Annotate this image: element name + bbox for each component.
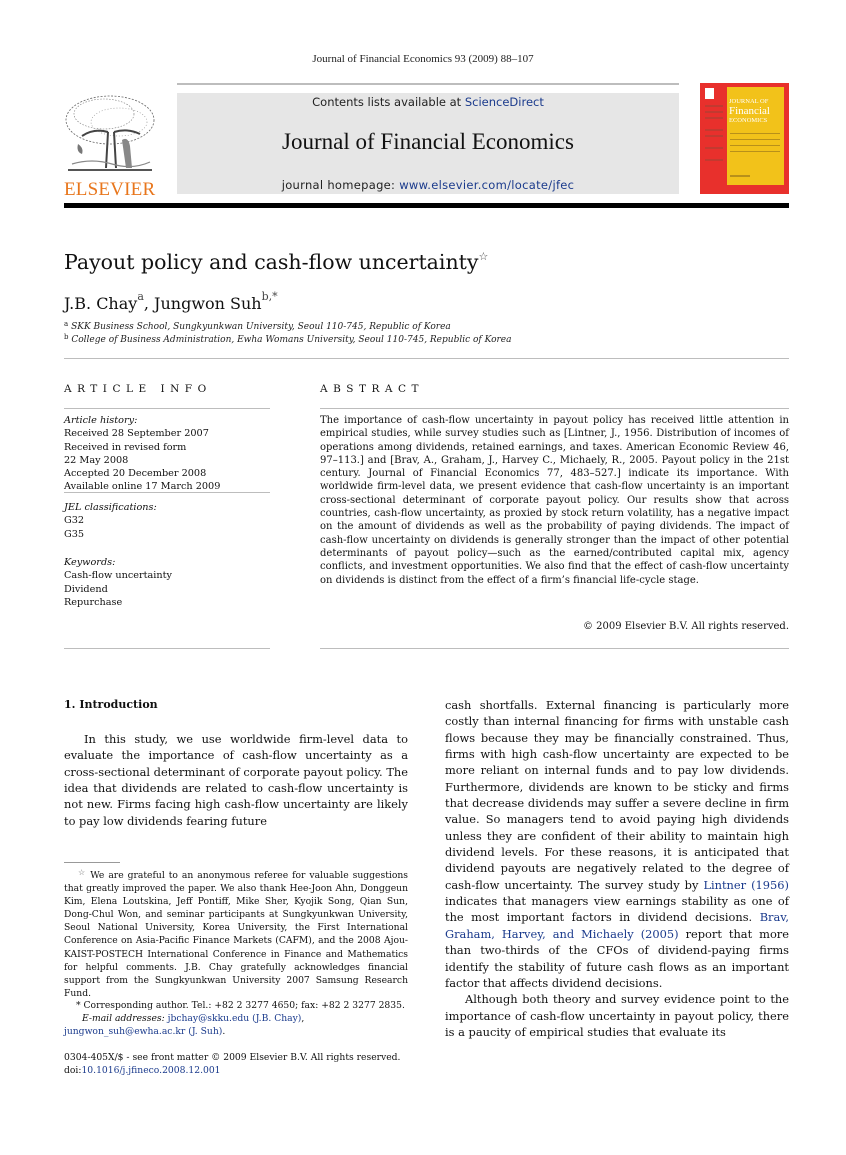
- elsevier-tree-icon: [64, 92, 156, 174]
- journal-title: Journal of Financial Economics: [282, 129, 574, 154]
- affiliation-mark: b: [64, 333, 69, 341]
- cover-line: [705, 129, 723, 131]
- cover-panel: [727, 87, 784, 185]
- history-item: Accepted 20 December 2008: [64, 468, 207, 480]
- cover-line: [730, 139, 780, 140]
- abstract-heading: ABSTRACT: [320, 383, 425, 395]
- cover-title-line1: JOURNAL OF: [729, 98, 769, 105]
- corresponding-author: * Corresponding author. Tel.: +82 2 3277 4650; fax: +82 2 3277 2835.: [76, 1000, 405, 1011]
- author-name: J.B. Chay: [64, 294, 138, 313]
- article-title: [64, 250, 488, 274]
- cover-line: [705, 147, 723, 149]
- citation-link-brav[interactable]: Brav, Graham, Harvey, and Michaely (2005): [445, 910, 789, 941]
- doi-label: doi:: [64, 1065, 82, 1076]
- sciencedirect-link[interactable]: ScienceDirect: [464, 95, 544, 109]
- jel-label: JEL classifications:: [64, 502, 157, 513]
- paragraph-text: report that more than two-thirds of the CFOs of dividend-paying firms identify the stability of future cash flows as an important factor that affects dividend decisions.: [445, 926, 789, 990]
- cover-line: [705, 105, 723, 107]
- homepage-line: [177, 178, 679, 192]
- intro-paragraph: Although both theory and survey evidence point to the importance of cash-flow uncertainty in payout policy, there is a paucity of empirical studies that evaluate its: [445, 992, 789, 1039]
- jel-classifications: [64, 501, 270, 541]
- history-item: Received in revised form: [64, 441, 187, 453]
- section-heading-introduction: 1. Introduction: [64, 698, 158, 711]
- elsevier-logo: [64, 92, 158, 200]
- intro-paragraph: [445, 697, 789, 991]
- cover-title-line3: ECONOMICS: [729, 117, 768, 124]
- jel-code: G35: [64, 528, 85, 540]
- cover-line: [705, 117, 723, 119]
- keyword: Repurchase: [64, 596, 123, 608]
- paragraph-text: cash shortfalls. External financing is particularly more costly than internal financing for firms with unstable cash flows because they may be financially constrained. Thus, firms with high cash-flow uncertainty are expected to be more reliant on internal funds and to pay low dividends. Furthermore, dividends are known to be sticky and firms that decrease dividends may suffer a severe decline in firm value. So managers tend to avoid paying high dividends unless they are confident of their ability to maintain high dividend levels. For these reasons, it is anticipated that dividend payouts are negatively related to the degree of cash-flow uncertainty. The survey study by: [445, 698, 789, 892]
- header-top-rule: [177, 83, 679, 85]
- citation-link-lintner[interactable]: Lintner (1956): [703, 877, 789, 892]
- front-matter: 0304-405X/$ - see front matter © 2009 Elsevier B.V. All rights reserved.: [64, 1052, 401, 1063]
- article-info-heading: ARTICLE INFO: [64, 383, 212, 395]
- affiliation: [64, 333, 512, 345]
- journal-cover-thumbnail: [700, 83, 789, 194]
- affiliation-text: College of Business Administration, Ewha Womans University, Seoul 110-745, Republic of Korea: [71, 335, 512, 345]
- keywords: [64, 556, 270, 609]
- author-affiliation-mark[interactable]: b,*: [261, 290, 278, 303]
- history-item: 22 May 2008: [64, 454, 129, 466]
- running-head: Journal of Financial Economics 93 (2009) 88–107: [312, 53, 534, 65]
- footnote-rule: [64, 862, 120, 863]
- cover-line: [730, 175, 750, 177]
- author-separator: ,: [143, 294, 155, 313]
- journal-banner: [177, 93, 679, 194]
- paragraph-text: indicates that managers view earnings stability as one of the most important factors in dividend decisions.: [445, 894, 789, 925]
- intro-column-right: [445, 697, 789, 1040]
- doi-line: [64, 1064, 408, 1077]
- acknowledgment-text: We are grateful to an anonymous referee for valuable suggestions that greatly improved the paper. We also thank Hee-Joon Ahn, Donggeun Kim, Elena Loutskina, Jeff Pontiff, Mike Sher, Kyojik Song, Qian Sun, Dong-Chul Won, and seminar participants at Sungkyunkwan University, Seoul National University, Korea University, the First International Conference on Asia-Pacific Finance Markets (CAFM), and the 2008 Ajou-KAIST-POSTECH International Conference in Finance and Mathematics for helpful comments. J.B. Chay gratefully acknowledges financial support from the Sungkyunkwan University 2007 Samsung Research Fund.: [64, 870, 408, 999]
- keyword: Cash-flow uncertainty: [64, 570, 172, 582]
- keyword: Dividend: [64, 583, 108, 595]
- article-history: [64, 414, 270, 494]
- header-thick-rule: [64, 203, 789, 208]
- cover-logo-icon: [705, 88, 714, 99]
- email-link-chay[interactable]: jbchay@skku.edu (J.B. Chay): [167, 1013, 302, 1024]
- contents-prefix: Contents lists available at: [312, 95, 465, 109]
- article-history-label: Article history:: [64, 415, 138, 426]
- email-label: E-mail addresses:: [82, 1013, 168, 1024]
- author-list: [64, 290, 278, 313]
- divider: [64, 648, 270, 649]
- divider: [64, 358, 789, 359]
- affiliation-text: SKK Business School, Sungkyunkwan University, Seoul 110-745, Republic of Korea: [71, 322, 451, 332]
- affiliation-mark: a: [64, 320, 69, 328]
- history-item: Received 28 September 2007: [64, 428, 209, 440]
- abstract-text: The importance of cash-flow uncertainty in payout policy has received little attention in empirical studies, while survey studies such as [Lintner, J., 1956. Distribution of incomes of operations among dividends, retained earnings, and taxes. American Economic Review 46, 97–113.] and [Brav, A., Graham, J., Harvey C., Michaely, R., 2005. Payout policy in the 21st century. Journal of Financial Economics 77, 483–527.] indicate its importance. With worldwide firm-level data, we present evidence that cash-flow uncertainty is an important cross-sectional determinant of corporate payout policy. Our results show that across countries, cash-flow uncertainty, as proxied by stock return volatility, has a negative impact on the amount of dividends as well as the probability of paying dividends. The impact of cash-flow uncertainty on dividends is generally stronger than the impact of other potential determinants of payout policy—such as the earned/contributed capital mix, agency conflicts, and investment opportunities. We also find that the effect of cash-flow uncertainty on dividends is distinct from the effect of a firm’s financial life-cycle stage.: [320, 415, 789, 586]
- contents-line: [177, 95, 679, 109]
- history-item: Available online 17 March 2009: [64, 481, 221, 493]
- email-separator: ,: [301, 1013, 305, 1024]
- divider: [320, 648, 789, 649]
- cover-line: [705, 159, 723, 161]
- author-affiliation-mark[interactable]: a: [137, 290, 144, 303]
- abstract-copyright: © 2009 Elsevier B.V. All rights reserved.: [582, 621, 789, 632]
- keywords-label: Keywords:: [64, 557, 116, 568]
- divider: [64, 408, 270, 409]
- cover-title-line2: Financial: [729, 105, 770, 117]
- cover-line: [730, 145, 780, 146]
- acknowledgment-footnote: [64, 866, 408, 1000]
- email-link-suh[interactable]: jungwon_suh@ewha.ac.kr (J. Suh): [64, 1026, 223, 1038]
- email-end: .: [222, 1026, 226, 1038]
- jel-code: G32: [64, 515, 85, 527]
- author-name: Jungwon Suh: [154, 294, 262, 313]
- cover-line: [705, 135, 723, 137]
- title-star-icon[interactable]: ☆: [478, 250, 489, 263]
- footnote-star-icon: ☆: [78, 868, 87, 877]
- divider: [64, 492, 270, 493]
- elsevier-wordmark: ELSEVIER: [64, 179, 156, 200]
- affiliation: [64, 320, 451, 332]
- journal-homepage-link[interactable]: www.elsevier.com/locate/jfec: [399, 178, 575, 192]
- doi-link[interactable]: 10.1016/j.jfineco.2008.12.001: [81, 1065, 221, 1076]
- email-addresses: [64, 1012, 408, 1038]
- cover-line: [730, 151, 780, 152]
- divider: [320, 408, 789, 409]
- article-title-text: Payout policy and cash-flow uncertainty: [64, 250, 479, 274]
- homepage-prefix: journal homepage:: [281, 178, 400, 192]
- intro-paragraph-left: In this study, we use worldwide firm-level data to evaluate the importance of cash-flow uncertainty as a cross-sectional determinant of corporate payout policy. The idea that dividends are related to cash-flow uncertainty is not new. Firms facing high cash-flow uncertainty are likely to pay low dividends fearing future: [64, 732, 408, 828]
- cover-line: [705, 111, 723, 113]
- cover-line: [730, 133, 780, 134]
